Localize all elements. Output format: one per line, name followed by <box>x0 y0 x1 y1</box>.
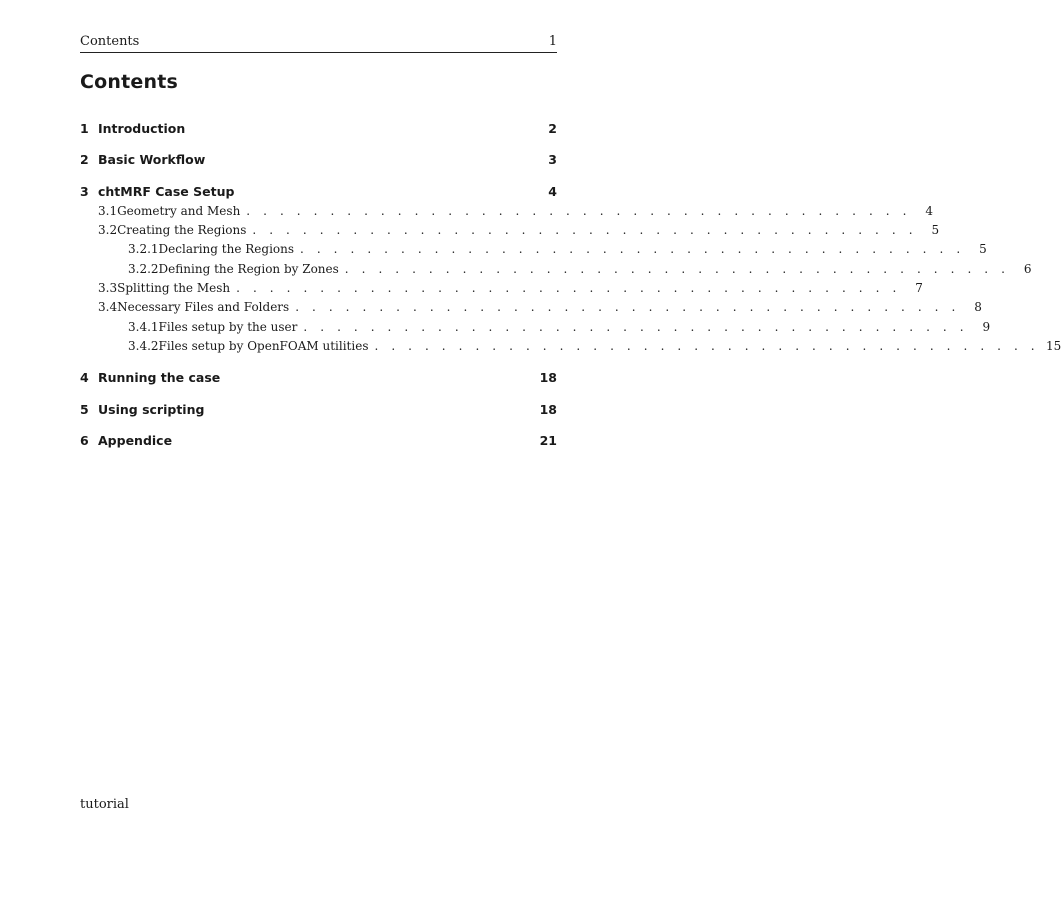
chapter-title: Appendice <box>98 433 173 448</box>
toc-section-creating-regions[interactable] <box>98 223 940 241</box>
toc-chapter-running-case[interactable] <box>80 370 557 388</box>
chapter-title: Basic Workflow <box>98 152 206 167</box>
toc-heading: Contents <box>80 71 179 93</box>
chapter-page: 3 <box>548 152 557 167</box>
toc-subsection-defining-region-by-zones[interactable] <box>128 262 1032 280</box>
toc-section-geometry-and-mesh[interactable] <box>98 204 934 222</box>
subsection-title: Files setup by OpenFOAM utilities <box>158 339 369 353</box>
chapter-page: 21 <box>539 433 557 448</box>
dot-leader: . . . . . . . . . . . . . . . . . . . . . . . . . . . . . . . . . . . . . . . . <box>246 204 912 218</box>
chapter-number: 6 <box>80 433 89 448</box>
chapter-page: 18 <box>539 402 557 417</box>
page-footer: tutorial <box>80 797 129 812</box>
dot-leader: . . . . . . . . . . . . . . . . . . . . . . . . . . . . . . . . . . . . . . . . <box>236 281 901 295</box>
chapter-number: 2 <box>80 152 89 167</box>
section-page: 4 <box>925 204 934 218</box>
subsection-number: 3.2.2 <box>128 262 159 276</box>
section-number: 3.1 <box>98 204 118 218</box>
section-page: 7 <box>915 281 923 295</box>
section-title: Necessary Files and Folders <box>117 300 290 314</box>
dot-leader: . . . . . . . . . . . . . . . . . . . . . . . . . . . . . . . . . . . . . . . . <box>252 223 918 237</box>
toc-chapter-appendice[interactable] <box>80 433 557 451</box>
chapter-title: chtMRF Case Setup <box>98 184 235 199</box>
header-rule <box>80 52 557 53</box>
dot-leader: . . . . . . . . . . . . . . . . . . . . . . . . . . . . . . . . . . . . . . . . <box>374 339 1040 353</box>
subsection-page: 15 <box>1045 339 1061 353</box>
subsection-page: 9 <box>982 320 991 334</box>
running-header-title: Contents <box>80 34 140 49</box>
toc-section-necessary-files[interactable] <box>98 300 982 318</box>
toc-chapter-basic-workflow[interactable] <box>80 152 557 170</box>
subsection-number: 3.4.2 <box>128 339 159 353</box>
toc-chapter-introduction[interactable] <box>80 121 557 139</box>
toc-subsection-declaring-regions[interactable] <box>128 242 987 260</box>
section-number: 3.4 <box>98 300 118 314</box>
subsection-page: 6 <box>1023 262 1032 276</box>
toc-chapter-using-scripting[interactable] <box>80 402 557 420</box>
dot-leader: . . . . . . . . . . . . . . . . . . . . . . . . . . . . . . . . . . . . . . . . <box>344 262 1010 276</box>
chapter-number: 1 <box>80 121 89 136</box>
section-page: 5 <box>931 223 940 237</box>
chapter-page: 2 <box>548 121 557 136</box>
subsection-number: 3.4.1 <box>128 320 159 334</box>
section-title: Splitting the Mesh <box>117 281 231 295</box>
subsection-number: 3.2.1 <box>128 242 159 256</box>
chapter-title: Introduction <box>98 121 186 136</box>
chapter-number: 5 <box>80 402 89 417</box>
subsection-title: Defining the Region by Zones <box>158 262 339 276</box>
section-number: 3.2 <box>98 223 118 237</box>
toc-subsection-files-by-openfoam[interactable] <box>128 339 1061 357</box>
chapter-page: 18 <box>539 370 557 385</box>
subsection-page: 5 <box>979 242 987 256</box>
chapter-page: 4 <box>548 184 557 199</box>
running-header <box>80 34 557 54</box>
section-title: Creating the Regions <box>117 223 247 237</box>
chapter-number: 3 <box>80 184 89 199</box>
running-header-page-number: 1 <box>548 34 557 49</box>
chapter-title: Running the case <box>98 370 221 385</box>
toc-chapter-case-setup[interactable] <box>80 184 557 202</box>
dot-leader: . . . . . . . . . . . . . . . . . . . . . . . . . . . . . . . . . . . . . . . . <box>303 320 969 334</box>
toc-subsection-files-by-user[interactable] <box>128 320 991 338</box>
chapter-title: Using scripting <box>98 402 205 417</box>
toc-section-splitting-mesh[interactable] <box>98 281 923 299</box>
section-title: Geometry and Mesh <box>117 204 241 218</box>
subsection-title: Declaring the Regions <box>158 242 295 256</box>
subsection-title: Files setup by the user <box>158 320 298 334</box>
section-number: 3.3 <box>98 281 118 295</box>
chapter-number: 4 <box>80 370 89 385</box>
dot-leader: . . . . . . . . . . . . . . . . . . . . . . . . . . . . . . . . . . . . . . . . <box>295 300 960 314</box>
section-page: 8 <box>974 300 982 314</box>
dot-leader: . . . . . . . . . . . . . . . . . . . . . . . . . . . . . . . . . . . . . . . . <box>300 242 965 256</box>
